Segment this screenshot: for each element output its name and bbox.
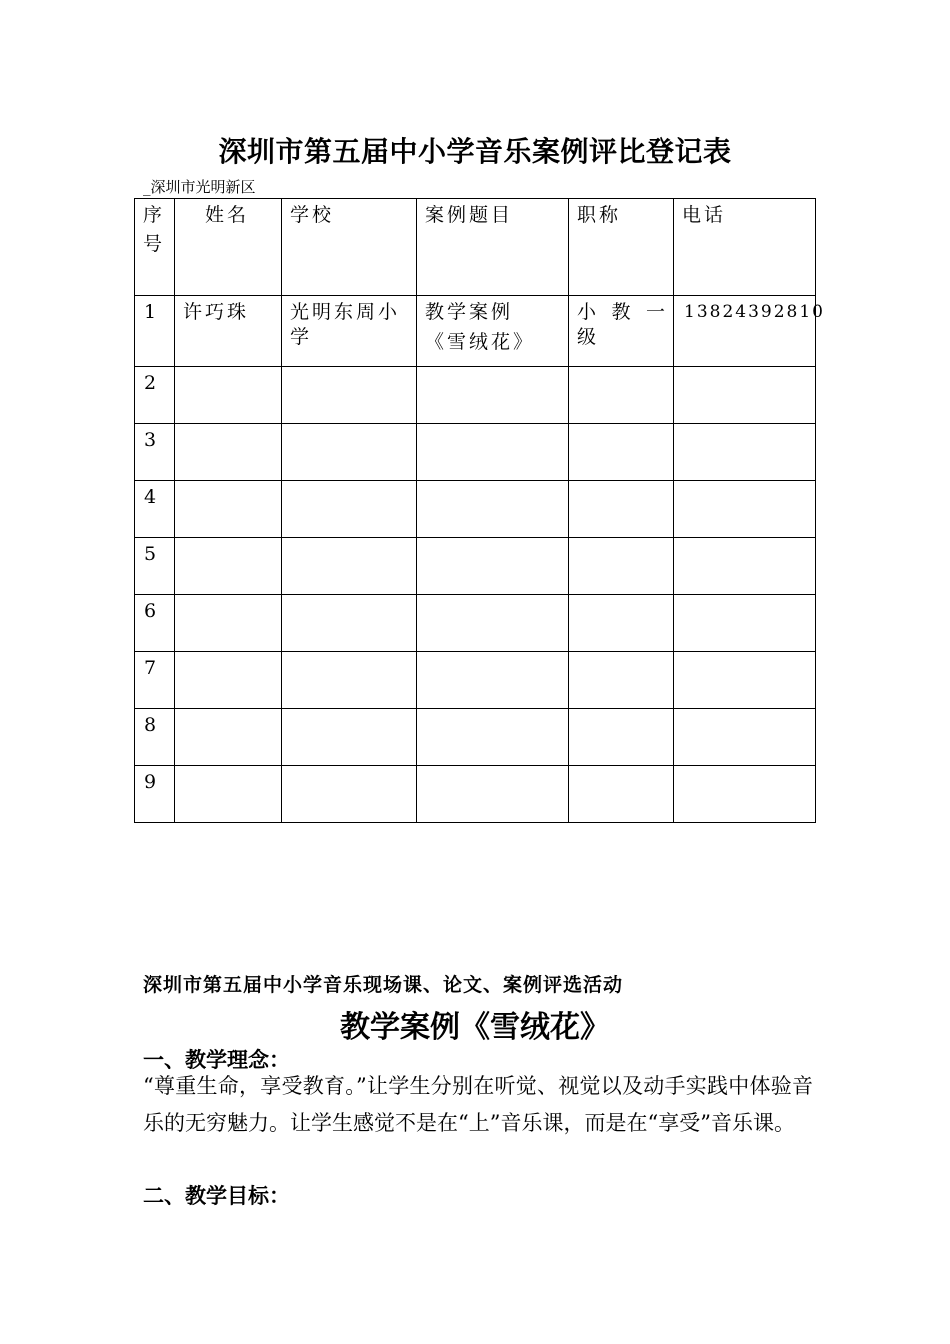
row-school: 光明东周小学	[282, 296, 417, 367]
row-rank-line2: 级	[577, 326, 600, 348]
table-row	[135, 709, 816, 766]
header-seq	[135, 199, 175, 296]
table-row	[135, 367, 816, 424]
row-name: 许巧珠	[175, 296, 282, 367]
empty-cell	[175, 595, 282, 652]
empty-cell	[175, 424, 282, 481]
section1-heading: 一、教学理念：	[143, 1047, 290, 1072]
empty-cell	[175, 481, 282, 538]
empty-cell	[569, 538, 674, 595]
row-rank-char2: 教	[611, 301, 631, 323]
empty-cell	[282, 481, 417, 538]
row-seq: 7	[135, 652, 175, 709]
empty-cell	[674, 652, 816, 709]
row-seq: 4	[135, 481, 175, 538]
header-seq-line2: 号	[143, 233, 166, 255]
empty-cell	[674, 538, 816, 595]
empty-cell	[282, 538, 417, 595]
empty-cell	[417, 709, 569, 766]
empty-cell	[282, 709, 417, 766]
empty-cell	[175, 709, 282, 766]
header-name: 姓名	[175, 199, 282, 296]
row-seq: 9	[135, 766, 175, 823]
empty-cell	[175, 652, 282, 709]
row-case-line1: 教学案例	[425, 301, 514, 323]
header-seq-line1: 序	[143, 204, 166, 226]
row-seq: 1	[135, 296, 175, 367]
empty-cell	[569, 709, 674, 766]
section1-paragraph: “尊重生命，享受教育。”让学生分别在听觉、视觉以及动手实践中体验音乐的无穷魅力。让学生感觉不是在“上”音乐课，而是在“享受”音乐课。	[143, 1074, 813, 1135]
row-seq: 5	[135, 538, 175, 595]
empty-cell	[569, 481, 674, 538]
empty-cell	[417, 481, 569, 538]
row-seq: 3	[135, 424, 175, 481]
empty-cell	[569, 652, 674, 709]
header-phone: 电话	[674, 199, 816, 296]
row-case-line2: 《雪绒花》	[425, 331, 536, 353]
row-rank-char3: 一	[645, 301, 665, 323]
header-case-title: 案例题目	[417, 199, 569, 296]
header-school: 学校	[282, 199, 417, 296]
empty-cell	[282, 595, 417, 652]
case-title: 教学案例《雪绒花》	[340, 1010, 610, 1045]
form-title: 深圳市第五届中小学音乐案例评比登记表	[218, 135, 732, 168]
empty-cell	[417, 766, 569, 823]
table-row	[135, 652, 816, 709]
empty-cell	[282, 367, 417, 424]
empty-cell	[175, 367, 282, 424]
empty-cell	[282, 424, 417, 481]
table-row	[135, 766, 816, 823]
row-case-title	[417, 296, 569, 367]
empty-cell	[569, 424, 674, 481]
row-seq: 2	[135, 367, 175, 424]
table-row	[135, 595, 816, 652]
empty-cell	[674, 709, 816, 766]
row-phone: 13824392810	[674, 296, 816, 367]
empty-cell	[417, 595, 569, 652]
empty-cell	[175, 538, 282, 595]
empty-cell	[569, 766, 674, 823]
row-rank	[569, 296, 674, 367]
empty-cell	[674, 595, 816, 652]
row-rank-char1: 小	[577, 301, 597, 323]
row-rank-line1	[577, 300, 665, 325]
empty-cell	[417, 367, 569, 424]
empty-cell	[417, 538, 569, 595]
district-label: _深圳市光明新区	[143, 178, 256, 196]
empty-cell	[417, 424, 569, 481]
empty-cell	[569, 595, 674, 652]
section2-heading: 二、教学目标：	[143, 1183, 290, 1208]
table-header-row	[135, 199, 816, 296]
header-rank: 职称	[569, 199, 674, 296]
table-row	[135, 296, 816, 367]
empty-cell	[569, 367, 674, 424]
table-row	[135, 424, 816, 481]
empty-cell	[674, 481, 816, 538]
table-row	[135, 538, 816, 595]
empty-cell	[674, 424, 816, 481]
table-row	[135, 481, 816, 538]
registration-table	[134, 198, 825, 823]
empty-cell	[175, 766, 282, 823]
empty-cell	[282, 766, 417, 823]
event-subtitle: 深圳市第五届中小学音乐现场课、论文、案例评选活动	[143, 974, 624, 996]
empty-cell	[282, 652, 417, 709]
row-seq: 6	[135, 595, 175, 652]
empty-cell	[674, 367, 816, 424]
empty-cell	[674, 766, 816, 823]
row-seq: 8	[135, 709, 175, 766]
empty-cell	[417, 652, 569, 709]
